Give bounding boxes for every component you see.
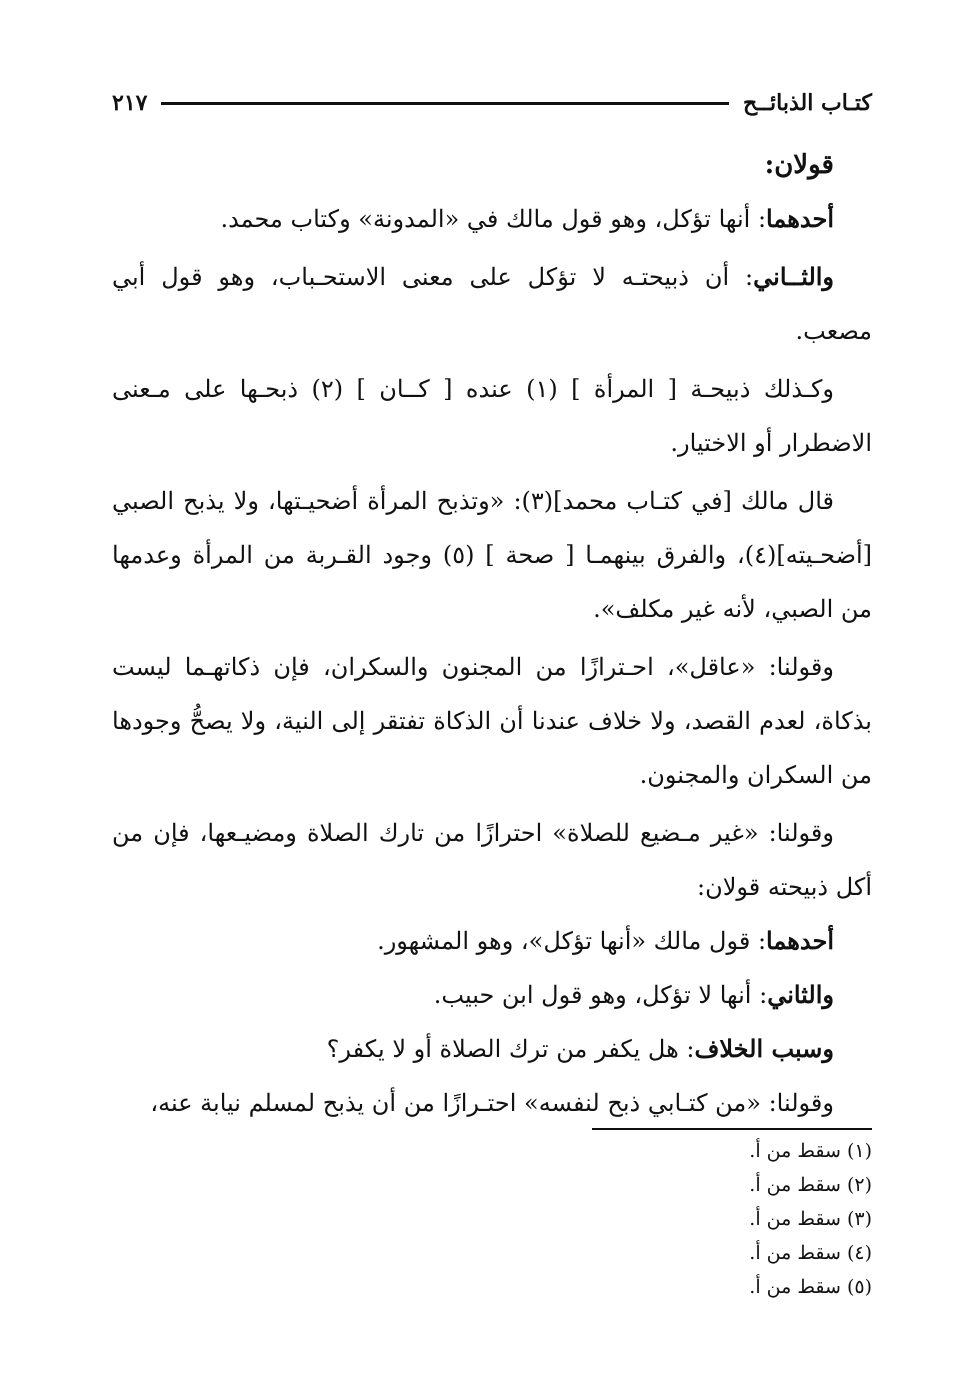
paragraph-text: : قول مالك «أنها تؤكل»، وهو المشهور. [377,927,767,955]
footnote: (٥) سقط من أ. [749,1276,872,1298]
paragraph-text: وقولنا: «غير مـضيع للصلاة» احترازًا من تارك الصلاة ومضيـعها، فإن من أكل ذبيحته قولان: [112,819,872,901]
footnote: (٢) سقط من أ. [749,1174,872,1196]
running-header [112,86,872,120]
paragraph [112,474,872,636]
paragraph-lead: والثاني [767,980,834,1009]
paragraph-lead: وسبب الخلاف [694,1034,834,1063]
paragraph [112,1022,872,1076]
paragraph [112,806,872,914]
footnote-separator [592,1128,872,1130]
paragraph-text: : أنها تؤكل، وهو قول مالك في «المدونة» وكتاب محمد. [220,205,767,233]
paragraph-lead: والثــاني [753,262,835,291]
chapter-title: كتـاب الذبائــح [742,90,872,116]
footnote: (١) سقط من أ. [749,1140,872,1162]
paragraph [112,968,872,1022]
header-rule [161,102,729,105]
paragraph-text: : أن ذبيحتـه لا تؤكل على معنى الاستحـباب، وهو قول أبي مصعب. [112,263,872,345]
paragraph-text: وقولنا: «من كتـابي ذبح لنفسه» احتـرازًا من أن يذبح لمسلم نيابة عنه، [150,1089,834,1117]
footnotes [452,1134,872,1304]
paragraph [112,914,872,968]
section-heading: قولان: [764,150,834,180]
paragraph-lead: أحدهما [766,926,834,955]
paragraph-text: : أنها لا تؤكل، وهو قول ابن حبيب. [433,981,768,1009]
paragraph-text: وكـذلك ذبيحـة [ المرأة ] (١) عنده [ كــان ] (٢) ذبحـها على مـعنى الاضطرار أو الاختيار. [112,375,872,457]
paragraph-lead: أحدهما [766,204,834,233]
footnote: (٤) سقط من أ. [749,1242,872,1264]
page-number: ٢١٧ [112,90,148,116]
paragraph-text: قال مالك [في كتـاب محمد](٣): «وتذبح المرأة أضحيـتها، ولا يذبح الصبي [أضحـيته](٤)، والفرق بينهمـا [ صحة ] (٥) وجود القـربة من المرأة وعدمها من الصبي، لأنه غير مكلف». [112,487,872,623]
paragraph-text: وقولنا: «عاقل»، احـترازًا من المجنون والسكران، فإن ذكاتهـما ليست بذكاة، لعدم القصد، ولا خلاف عندنا أن الذكاة تفتقر إلى النية، ولا يصحُّ وجودها من السكران والمجنون. [112,653,872,789]
paragraph [112,362,872,470]
paragraph [112,640,872,802]
main-text [112,138,872,1130]
paragraph [112,1076,872,1130]
paragraph [112,192,872,246]
paragraph-text: : هل يكفر من ترك الصلاة أو لا يكفر؟ [326,1035,695,1063]
footnote: (٣) سقط من أ. [749,1208,872,1230]
paragraph [112,250,872,358]
